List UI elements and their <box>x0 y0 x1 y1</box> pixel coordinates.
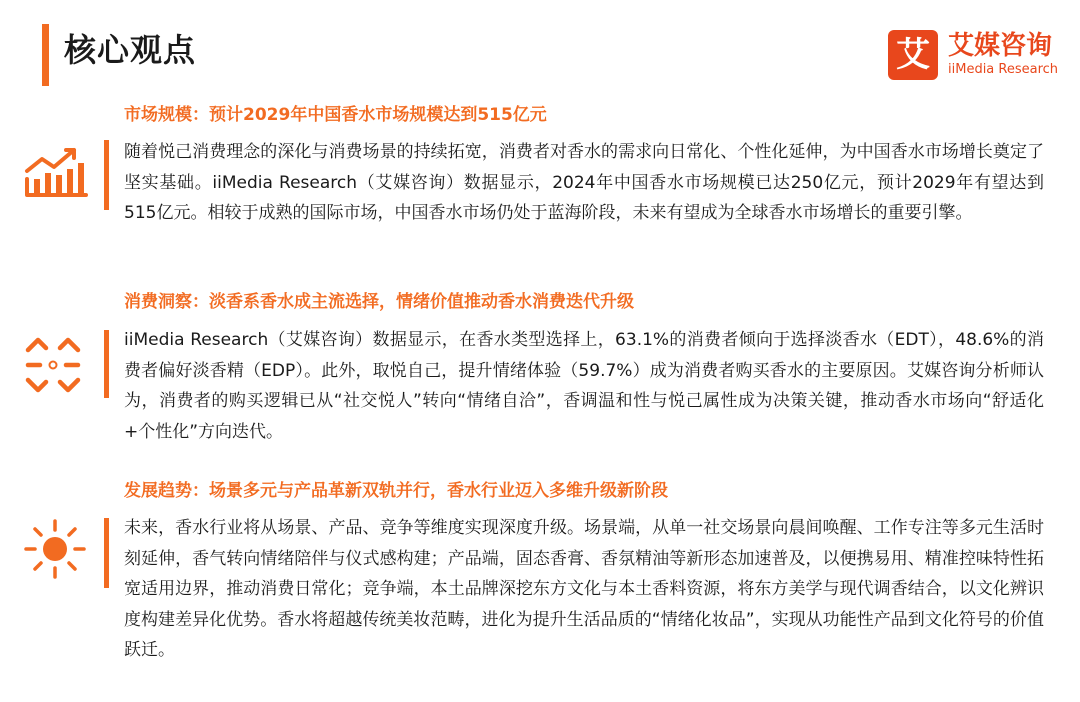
bar-chart-growth-icon <box>24 145 90 199</box>
page-title: 核心观点 <box>64 31 197 69</box>
section-accent-bar <box>104 518 109 588</box>
sun-icon <box>24 517 86 581</box>
section-body-consumer-insight: iiMedia Research（艾媒咨询）数据显示，在香水类型选择上，63.1%的消费者倾向于选择淡香水（EDT），48.6%的消费者偏好淡香精（EDP）。此外，取悦自己，提升情绪体验（59.7%）成为消费者购买香水的主要原因。艾媒咨询分析师认为，消费者的购买逻辑已从“社交悦人”转向“情绪自洽”，香调温和性与悦己属性成为决策关键，推动香水市场向“舒适化+个性化”方向迭代。 <box>124 330 1044 442</box>
brand-logo <box>888 30 1063 80</box>
logo-name-cn: 艾媒咨询 <box>948 31 1053 61</box>
section-heading-trends: 发展趋势：场景多元与产品革新双轨并行，香水行业迈入多维升级新阶段 <box>124 481 668 501</box>
logo-name-en: iiMedia Research <box>948 62 1059 77</box>
logo-mark: 艾 <box>888 30 938 80</box>
focus-target-icon <box>24 336 82 394</box>
section-accent-bar <box>104 140 109 210</box>
section-heading-market-size: 市场规模：预计2029年中国香水市场规模达到515亿元 <box>124 105 547 125</box>
section-heading-consumer-insight: 消费洞察：淡香系香水成主流选择，情绪价值推动香水消费迭代升级 <box>124 292 634 312</box>
section-body-trends: 未来，香水行业将从场景、产品、竞争等维度实现深度升级。场景端，从单一社交场景向晨间唤醒、工作专注等多元生活时刻延伸，香气转向情绪陪伴与仪式感构建；产品端，固态香膏、香氛精油等新形态加速普及，以便携易用、精准控味特性拓宽适用边界，推动消费日常化；竞争端，本土品牌深挖东方文化与本土香料资源，将东方美学与现代调香结合，以文化辨识度构建差异化优势。香水将超越传统美妆范畴，进化为提升生活品质的“情绪化妆品”，实现从功能性产品到文化符号的价值跃迁。 <box>124 518 1044 660</box>
section-body-market-size: 随着悦己消费理念的深化与消费场景的持续拓宽，消费者对香水的需求向日常化、个性化延伸，为中国香水市场增长奠定了坚实基础。iiMedia Research（艾媒咨询）数据显示，2024年中国香水市场规模已达250亿元，预计2029年有望达到515亿元。相较于成熟的国际市场，中国香水市场仍处于蓝海阶段，未来有望成为全球香水市场增长的重要引擎。 <box>124 142 1044 223</box>
title-accent-bar <box>42 24 49 86</box>
section-accent-bar <box>104 330 109 398</box>
